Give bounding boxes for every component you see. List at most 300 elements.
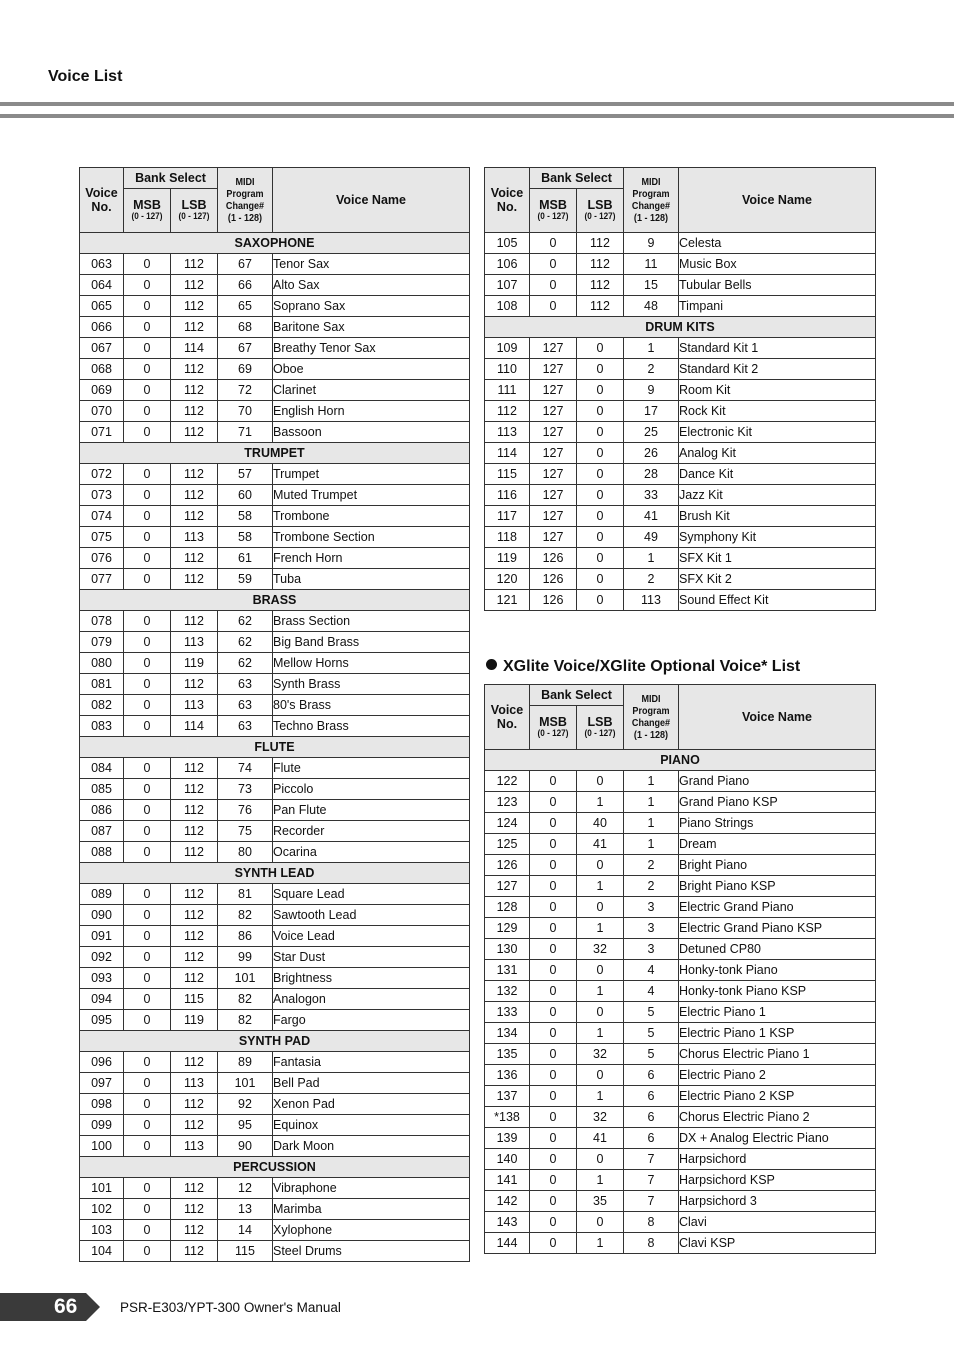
- program-change-cell: 4: [624, 960, 679, 981]
- program-change-cell: 86: [218, 926, 273, 947]
- lsb-cell: 1: [577, 876, 624, 897]
- voice-no-cell: 078: [80, 611, 124, 632]
- lsb-cell: 0: [577, 359, 624, 380]
- voice-no-cell: 111: [485, 380, 530, 401]
- program-change-cell: 92: [218, 1094, 273, 1115]
- voice-no-cell: 118: [485, 527, 530, 548]
- voice-no-cell: 120: [485, 569, 530, 590]
- voice-name-cell: Soprano Sax: [273, 296, 470, 317]
- table-row: [80, 821, 470, 842]
- program-change-cell: 6: [624, 1128, 679, 1149]
- program-change-cell: 28: [624, 464, 679, 485]
- voice-name-cell: Piccolo: [273, 779, 470, 800]
- voice-name-cell: Bright Piano: [679, 855, 876, 876]
- voice-name-cell: Electric Piano 2: [679, 1065, 876, 1086]
- voice-name-cell: Grand Piano KSP: [679, 792, 876, 813]
- program-change-cell: 2: [624, 855, 679, 876]
- lsb-cell: 112: [171, 401, 218, 422]
- page-number-badge: [0, 1293, 100, 1321]
- table-row: [80, 1115, 470, 1136]
- voice-name-cell: Tenor Sax: [273, 254, 470, 275]
- voice-name-cell: Dance Kit: [679, 464, 876, 485]
- voice-name-cell: Steel Drums: [273, 1241, 470, 1262]
- lsb-cell: 1: [577, 918, 624, 939]
- voice-no-cell: 066: [80, 317, 124, 338]
- program-change-cell: 1: [624, 813, 679, 834]
- msb-cell: 0: [530, 981, 577, 1002]
- lsb-cell: 41: [577, 1128, 624, 1149]
- program-change-cell: 48: [624, 296, 679, 317]
- table-row: [485, 792, 876, 813]
- lsb-cell: 0: [577, 464, 624, 485]
- voice-no-header: Voice No.: [485, 168, 530, 233]
- page-title: Voice List: [48, 68, 123, 85]
- program-change-cell: 71: [218, 422, 273, 443]
- voice-name-cell: Bell Pad: [273, 1073, 470, 1094]
- program-change-cell: 1: [624, 792, 679, 813]
- msb-cell: 0: [124, 779, 171, 800]
- voice-name-cell: Sawtooth Lead: [273, 905, 470, 926]
- category-row: [80, 737, 470, 758]
- voice-name-cell: Brass Section: [273, 611, 470, 632]
- table-row: [485, 834, 876, 855]
- table-row: [485, 464, 876, 485]
- program-change-cell: 14: [218, 1220, 273, 1241]
- lsb-cell: 112: [171, 1241, 218, 1262]
- program-change-cell: 2: [624, 359, 679, 380]
- table-row: [80, 947, 470, 968]
- voice-no-cell: 071: [80, 422, 124, 443]
- voice-no-cell: 132: [485, 981, 530, 1002]
- msb-cell: 0: [124, 422, 171, 443]
- voice-no-cell: 100: [80, 1136, 124, 1157]
- lsb-cell: 114: [171, 716, 218, 737]
- table-row: [485, 897, 876, 918]
- msb-cell: 0: [124, 338, 171, 359]
- category-row: [80, 863, 470, 884]
- midi-program-change-header: MIDI Program Change# (1 - 128): [624, 168, 679, 233]
- table-row: [80, 1010, 470, 1031]
- voice-no-cell: 131: [485, 960, 530, 981]
- msb-cell: 0: [124, 758, 171, 779]
- voice-no-cell: 063: [80, 254, 124, 275]
- table-row: [485, 1128, 876, 1149]
- voice-no-cell: 075: [80, 527, 124, 548]
- program-change-cell: 33: [624, 485, 679, 506]
- voice-name-cell: SFX Kit 1: [679, 548, 876, 569]
- lsb-cell: 41: [577, 834, 624, 855]
- program-change-cell: 61: [218, 548, 273, 569]
- voice-name-cell: Chorus Electric Piano 2: [679, 1107, 876, 1128]
- msb-cell: 0: [124, 926, 171, 947]
- voice-table-right-top: [484, 167, 876, 611]
- program-change-cell: 62: [218, 653, 273, 674]
- voice-name-cell: Fargo: [273, 1010, 470, 1031]
- program-change-cell: 26: [624, 443, 679, 464]
- category-row: [485, 317, 876, 338]
- voice-table-left: [79, 167, 470, 1262]
- lsb-cell: 112: [171, 548, 218, 569]
- table-row: [80, 632, 470, 653]
- voice-name-cell: Electric Grand Piano KSP: [679, 918, 876, 939]
- msb-cell: 127: [530, 338, 577, 359]
- lsb-cell: 112: [171, 275, 218, 296]
- table-row: [485, 918, 876, 939]
- program-change-cell: 58: [218, 506, 273, 527]
- voice-no-cell: 107: [485, 275, 530, 296]
- msb-cell: 0: [530, 897, 577, 918]
- voice-no-cell: 074: [80, 506, 124, 527]
- lsb-cell: 112: [171, 800, 218, 821]
- category-label: DRUM KITS: [485, 317, 876, 338]
- msb-cell: 0: [530, 1191, 577, 1212]
- program-change-cell: 73: [218, 779, 273, 800]
- msb-cell: 0: [124, 1136, 171, 1157]
- midi-program-change-header: MIDI Program Change# (1 - 128): [624, 685, 679, 750]
- voice-name-cell: French Horn: [273, 548, 470, 569]
- program-change-cell: 63: [218, 695, 273, 716]
- voice-name-cell: Recorder: [273, 821, 470, 842]
- table-row: [485, 1044, 876, 1065]
- lsb-cell: 112: [171, 884, 218, 905]
- table-row: [80, 359, 470, 380]
- table-row: [80, 800, 470, 821]
- category-label: TRUMPET: [80, 443, 470, 464]
- voice-no-cell: 122: [485, 771, 530, 792]
- msb-cell: 0: [124, 884, 171, 905]
- voice-no-cell: 103: [80, 1220, 124, 1241]
- msb-cell: 127: [530, 506, 577, 527]
- table-row: [80, 527, 470, 548]
- voice-no-cell: 140: [485, 1149, 530, 1170]
- voice-name-cell: Chorus Electric Piano 1: [679, 1044, 876, 1065]
- msb-cell: 0: [530, 1086, 577, 1107]
- msb-cell: 0: [530, 834, 577, 855]
- msb-cell: 0: [530, 918, 577, 939]
- table-row: [80, 1136, 470, 1157]
- msb-cell: 0: [124, 695, 171, 716]
- voice-name-cell: Brightness: [273, 968, 470, 989]
- voice-no-cell: 068: [80, 359, 124, 380]
- msb-cell: 0: [530, 254, 577, 275]
- voice-name-cell: Harpsichord KSP: [679, 1170, 876, 1191]
- program-change-cell: 63: [218, 674, 273, 695]
- voice-no-cell: 134: [485, 1023, 530, 1044]
- lsb-cell: 119: [171, 1010, 218, 1031]
- lsb-cell: 0: [577, 380, 624, 401]
- table-row: [80, 317, 470, 338]
- program-change-cell: 15: [624, 275, 679, 296]
- program-change-cell: 80: [218, 842, 273, 863]
- table-row: [80, 464, 470, 485]
- voice-no-cell: 142: [485, 1191, 530, 1212]
- voice-no-cell: 130: [485, 939, 530, 960]
- lsb-cell: 113: [171, 695, 218, 716]
- voice-no-cell: 077: [80, 569, 124, 590]
- voice-no-cell: 109: [485, 338, 530, 359]
- voice-name-cell: Oboe: [273, 359, 470, 380]
- voice-no-cell: 128: [485, 897, 530, 918]
- table-row: [485, 569, 876, 590]
- voice-no-cell: 123: [485, 792, 530, 813]
- msb-cell: 0: [124, 1073, 171, 1094]
- program-change-cell: 9: [624, 380, 679, 401]
- voice-no-cell: 069: [80, 380, 124, 401]
- table-row: [485, 590, 876, 611]
- voice-no-cell: 129: [485, 918, 530, 939]
- voice-name-cell: Piano Strings: [679, 813, 876, 834]
- table-row: [485, 855, 876, 876]
- voice-name-cell: Dream: [679, 834, 876, 855]
- program-change-cell: 49: [624, 527, 679, 548]
- voice-no-cell: 143: [485, 1212, 530, 1233]
- lsb-cell: 35: [577, 1191, 624, 1212]
- voice-no-cell: 119: [485, 548, 530, 569]
- program-change-cell: 6: [624, 1107, 679, 1128]
- msb-cell: 0: [124, 968, 171, 989]
- msb-header: MSB (0 - 127): [124, 189, 171, 233]
- lsb-cell: 113: [171, 527, 218, 548]
- lsb-cell: 115: [171, 989, 218, 1010]
- voice-name-cell: English Horn: [273, 401, 470, 422]
- msb-cell: 0: [124, 611, 171, 632]
- voice-name-cell: Honky-tonk Piano: [679, 960, 876, 981]
- lsb-cell: 1: [577, 981, 624, 1002]
- voice-no-cell: *138: [485, 1107, 530, 1128]
- table-row: [80, 989, 470, 1010]
- table-row: [485, 1023, 876, 1044]
- program-change-cell: 113: [624, 590, 679, 611]
- voice-name-cell: Detuned CP80: [679, 939, 876, 960]
- msb-cell: 0: [124, 275, 171, 296]
- lsb-cell: 0: [577, 506, 624, 527]
- msb-cell: 127: [530, 359, 577, 380]
- program-change-cell: 68: [218, 317, 273, 338]
- program-change-cell: 8: [624, 1212, 679, 1233]
- table-row: [485, 443, 876, 464]
- table-row: [80, 1052, 470, 1073]
- msb-cell: 0: [124, 821, 171, 842]
- lsb-cell: 112: [171, 380, 218, 401]
- midi-program-change-header: MIDI Program Change# (1 - 128): [218, 168, 273, 233]
- program-change-cell: 57: [218, 464, 273, 485]
- msb-header: MSB (0 - 127): [530, 189, 577, 233]
- msb-cell: 0: [530, 876, 577, 897]
- program-change-cell: 6: [624, 1065, 679, 1086]
- voice-name-cell: Harpsichord 3: [679, 1191, 876, 1212]
- voice-no-cell: 091: [80, 926, 124, 947]
- bank-select-header: Bank Select: [530, 168, 624, 189]
- bank-select-header: Bank Select: [530, 685, 624, 706]
- lsb-cell: 112: [171, 569, 218, 590]
- voice-no-cell: 133: [485, 1002, 530, 1023]
- program-change-cell: 3: [624, 897, 679, 918]
- program-change-cell: 82: [218, 905, 273, 926]
- voice-name-cell: 80's Brass: [273, 695, 470, 716]
- voice-no-cell: 139: [485, 1128, 530, 1149]
- table-row: [485, 254, 876, 275]
- table-row: [80, 926, 470, 947]
- voice-no-cell: 085: [80, 779, 124, 800]
- lsb-cell: 112: [171, 758, 218, 779]
- lsb-cell: 1: [577, 1086, 624, 1107]
- table-row: [485, 1065, 876, 1086]
- voice-name-cell: Timpani: [679, 296, 876, 317]
- msb-cell: 0: [124, 464, 171, 485]
- table-row: [80, 338, 470, 359]
- voice-name-cell: Breathy Tenor Sax: [273, 338, 470, 359]
- program-change-cell: 2: [624, 569, 679, 590]
- lsb-cell: 0: [577, 569, 624, 590]
- table-row: [485, 1107, 876, 1128]
- table-row: [485, 1002, 876, 1023]
- program-change-cell: 62: [218, 611, 273, 632]
- voice-name-cell: Voice Lead: [273, 926, 470, 947]
- table-row: [80, 758, 470, 779]
- lsb-cell: 0: [577, 1212, 624, 1233]
- voice-name-cell: Techno Brass: [273, 716, 470, 737]
- voice-no-cell: 105: [485, 233, 530, 254]
- voice-name-header: Voice Name: [679, 685, 876, 750]
- voice-name-cell: Harpsichord: [679, 1149, 876, 1170]
- voice-no-cell: 093: [80, 968, 124, 989]
- header-rule-top: [0, 102, 954, 106]
- msb-header: MSB (0 - 127): [530, 706, 577, 750]
- program-change-cell: 2: [624, 876, 679, 897]
- program-change-cell: 41: [624, 506, 679, 527]
- voice-name-cell: Rock Kit: [679, 401, 876, 422]
- msb-cell: 0: [124, 380, 171, 401]
- table-row: [80, 380, 470, 401]
- voice-name-cell: Star Dust: [273, 947, 470, 968]
- voice-no-cell: 121: [485, 590, 530, 611]
- program-change-cell: 1: [624, 834, 679, 855]
- lsb-cell: 113: [171, 1136, 218, 1157]
- voice-no-cell: 098: [80, 1094, 124, 1115]
- table-row: [80, 674, 470, 695]
- table-row: [485, 1170, 876, 1191]
- msb-cell: 0: [124, 254, 171, 275]
- program-change-cell: 58: [218, 527, 273, 548]
- voice-no-cell: 101: [80, 1178, 124, 1199]
- voice-no-cell: 087: [80, 821, 124, 842]
- voice-name-cell: Vibraphone: [273, 1178, 470, 1199]
- table-row: [485, 771, 876, 792]
- voice-no-cell: 090: [80, 905, 124, 926]
- lsb-cell: 0: [577, 960, 624, 981]
- lsb-cell: 112: [171, 821, 218, 842]
- table-row: [80, 1199, 470, 1220]
- msb-cell: 0: [124, 716, 171, 737]
- program-change-cell: 6: [624, 1086, 679, 1107]
- voice-name-cell: Tuba: [273, 569, 470, 590]
- msb-cell: 0: [124, 1241, 171, 1262]
- voice-no-cell: 084: [80, 758, 124, 779]
- table-row: [485, 527, 876, 548]
- lsb-cell: 0: [577, 590, 624, 611]
- voice-no-cell: 083: [80, 716, 124, 737]
- voice-no-cell: 079: [80, 632, 124, 653]
- lsb-cell: 32: [577, 1044, 624, 1065]
- page-number: 66: [54, 1295, 78, 1318]
- msb-cell: 127: [530, 527, 577, 548]
- voice-name-cell: Clavi KSP: [679, 1233, 876, 1254]
- program-change-cell: 13: [218, 1199, 273, 1220]
- program-change-cell: 3: [624, 918, 679, 939]
- table-row: [485, 233, 876, 254]
- voice-name-cell: Clarinet: [273, 380, 470, 401]
- voice-name-cell: Equinox: [273, 1115, 470, 1136]
- voice-name-cell: Electronic Kit: [679, 422, 876, 443]
- table-row: [80, 401, 470, 422]
- table-row: [80, 422, 470, 443]
- lsb-cell: 112: [171, 464, 218, 485]
- lsb-header: LSB (0 - 127): [577, 189, 624, 233]
- lsb-cell: 0: [577, 401, 624, 422]
- lsb-cell: 112: [171, 1220, 218, 1241]
- voice-no-cell: 067: [80, 338, 124, 359]
- table-row: [485, 296, 876, 317]
- msb-cell: 0: [124, 401, 171, 422]
- voice-name-cell: Bright Piano KSP: [679, 876, 876, 897]
- table-row: [80, 1073, 470, 1094]
- voice-no-cell: 112: [485, 401, 530, 422]
- voice-name-cell: Standard Kit 1: [679, 338, 876, 359]
- msb-cell: 0: [124, 842, 171, 863]
- msb-cell: 127: [530, 464, 577, 485]
- voice-no-cell: 073: [80, 485, 124, 506]
- program-change-cell: 17: [624, 401, 679, 422]
- lsb-cell: 0: [577, 527, 624, 548]
- program-change-cell: 69: [218, 359, 273, 380]
- program-change-cell: 101: [218, 1073, 273, 1094]
- program-change-cell: 5: [624, 1044, 679, 1065]
- voice-no-cell: 114: [485, 443, 530, 464]
- msb-cell: 126: [530, 548, 577, 569]
- program-change-cell: 7: [624, 1191, 679, 1212]
- category-label: SYNTH LEAD: [80, 863, 470, 884]
- table-row: [485, 1233, 876, 1254]
- lsb-cell: 112: [171, 1052, 218, 1073]
- program-change-cell: 70: [218, 401, 273, 422]
- msb-cell: 0: [124, 506, 171, 527]
- msb-cell: 0: [530, 233, 577, 254]
- table-row: [485, 813, 876, 834]
- program-change-cell: 95: [218, 1115, 273, 1136]
- msb-cell: 0: [124, 317, 171, 338]
- voice-no-cell: 126: [485, 855, 530, 876]
- lsb-cell: 119: [171, 653, 218, 674]
- lsb-cell: 0: [577, 485, 624, 506]
- msb-cell: 0: [530, 1170, 577, 1191]
- msb-cell: 0: [530, 1002, 577, 1023]
- msb-cell: 0: [124, 1115, 171, 1136]
- program-change-cell: 81: [218, 884, 273, 905]
- voice-no-cell: 088: [80, 842, 124, 863]
- category-label: FLUTE: [80, 737, 470, 758]
- voice-no-cell: 089: [80, 884, 124, 905]
- voice-no-cell: 099: [80, 1115, 124, 1136]
- lsb-cell: 112: [577, 254, 624, 275]
- voice-no-cell: 070: [80, 401, 124, 422]
- voice-no-header: Voice No.: [80, 168, 124, 233]
- voice-no-cell: 076: [80, 548, 124, 569]
- voice-no-cell: 094: [80, 989, 124, 1010]
- lsb-cell: 112: [171, 1178, 218, 1199]
- lsb-cell: 112: [171, 779, 218, 800]
- voice-name-cell: Bassoon: [273, 422, 470, 443]
- voice-no-cell: 125: [485, 834, 530, 855]
